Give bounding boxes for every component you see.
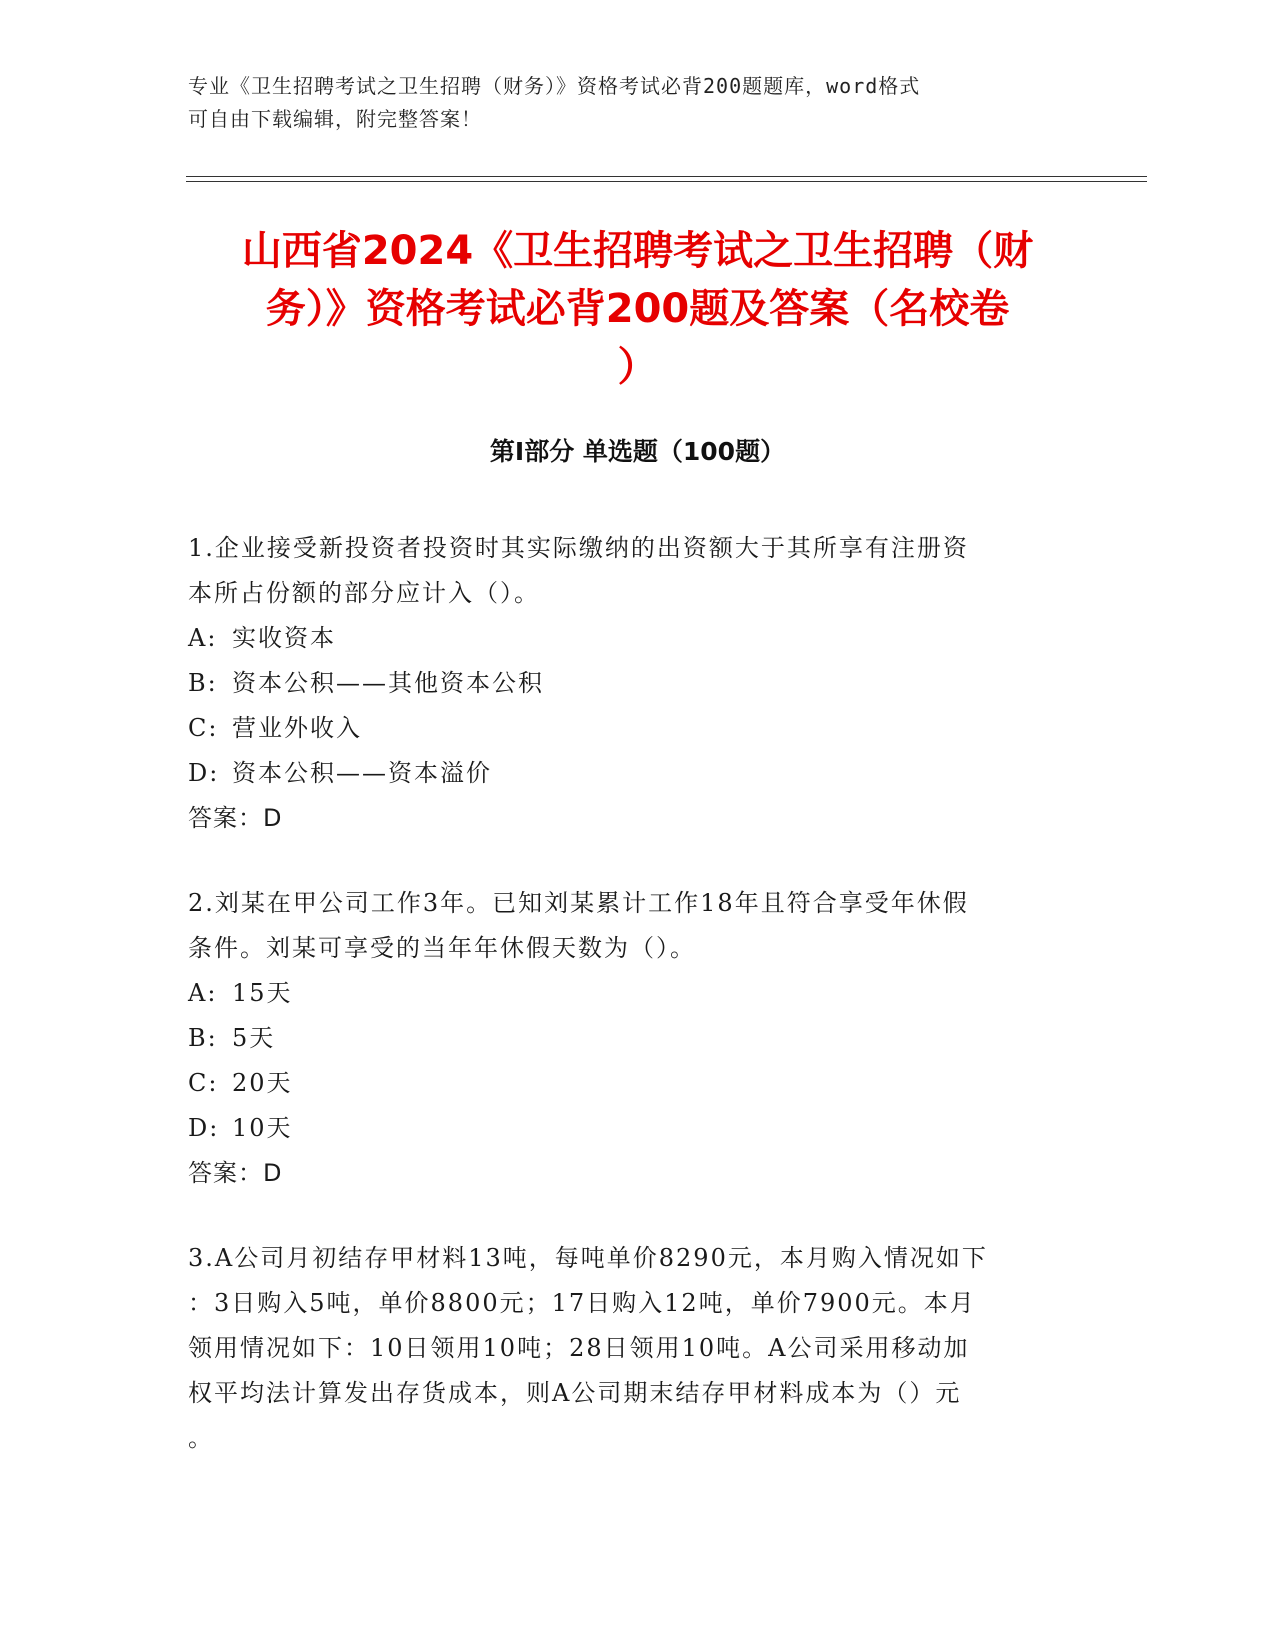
- document-title: [160, 222, 1115, 396]
- option-key: A:: [188, 979, 218, 1007]
- option-text: 实收资本: [232, 624, 336, 652]
- header-note-line: 专业《卫生招聘考试之卫生招聘（财务）》资格考试必背200题题库，word格式: [188, 74, 921, 98]
- header-note-line: 可自由下载编辑，附完整答案！: [188, 107, 482, 131]
- option-text: 10天: [232, 1114, 293, 1142]
- option-a: [188, 616, 1088, 661]
- header-divider: [186, 181, 1147, 182]
- option-d: [188, 751, 1088, 796]
- option-key: C:: [188, 1069, 219, 1097]
- answer-line: 答案：D: [188, 804, 283, 832]
- option-c: [188, 1061, 1088, 1106]
- option-text: 资本公积——其他资本公积: [232, 669, 544, 697]
- question-stem: 2.刘某在甲公司工作3年。已知刘某累计工作18年且符合享受年休假: [188, 889, 969, 917]
- question-stem: 本所占份额的部分应计入（）。: [188, 579, 540, 607]
- option-text: 5天: [232, 1024, 276, 1052]
- question-list: [188, 526, 1088, 1501]
- question-stem: ：3日购入5吨，单价8800元；17日购入12吨，单价7900元。本月: [188, 1289, 976, 1317]
- question-stem: 3.A公司月初结存甲材料13吨，每吨单价8290元，本月购入情况如下: [188, 1244, 988, 1272]
- option-text: 15天: [232, 979, 293, 1007]
- title-line: 山西省2024《卫生招聘考试之卫生招聘（财: [241, 228, 1034, 274]
- option-text: 营业外收入: [232, 714, 362, 742]
- option-d: [188, 1106, 1088, 1151]
- title-line: 务）》资格考试必背200题及答案（名校卷: [265, 286, 1010, 332]
- option-key: B:: [188, 1024, 218, 1052]
- option-text: 20天: [232, 1069, 293, 1097]
- title-line: ）: [617, 344, 658, 390]
- header-divider: [186, 176, 1147, 177]
- answer-line: 答案：D: [188, 1159, 283, 1187]
- option-a: [188, 971, 1088, 1016]
- option-key: D:: [188, 1114, 220, 1142]
- question-stem: 权平均法计算发出存货成本，则A公司期末结存甲材料成本为（）元: [188, 1379, 962, 1407]
- header-note: [188, 70, 1088, 136]
- option-text: 资本公积——资本溢价: [232, 759, 492, 787]
- question-3: [188, 1236, 1088, 1461]
- question-stem: 条件。刘某可享受的当年年休假天数为（）。: [188, 934, 696, 962]
- question-stem: 领用情况如下：10日领用10吨；28日领用10吨。A公司采用移动加: [188, 1334, 970, 1362]
- question-1: [188, 526, 1088, 841]
- option-b: [188, 661, 1088, 706]
- option-b: [188, 1016, 1088, 1061]
- question-stem: 1.企业接受新投资者投资时其实际缴纳的出资额大于其所享有注册资: [188, 534, 969, 562]
- option-c: [188, 706, 1088, 751]
- option-key: B:: [188, 669, 218, 697]
- section-heading: 第I部分 单选题（100题）: [489, 437, 786, 466]
- question-stem: 。: [188, 1424, 214, 1452]
- option-key: A:: [188, 624, 218, 652]
- option-key: D:: [188, 759, 220, 787]
- question-2: [188, 881, 1088, 1196]
- option-key: C:: [188, 714, 219, 742]
